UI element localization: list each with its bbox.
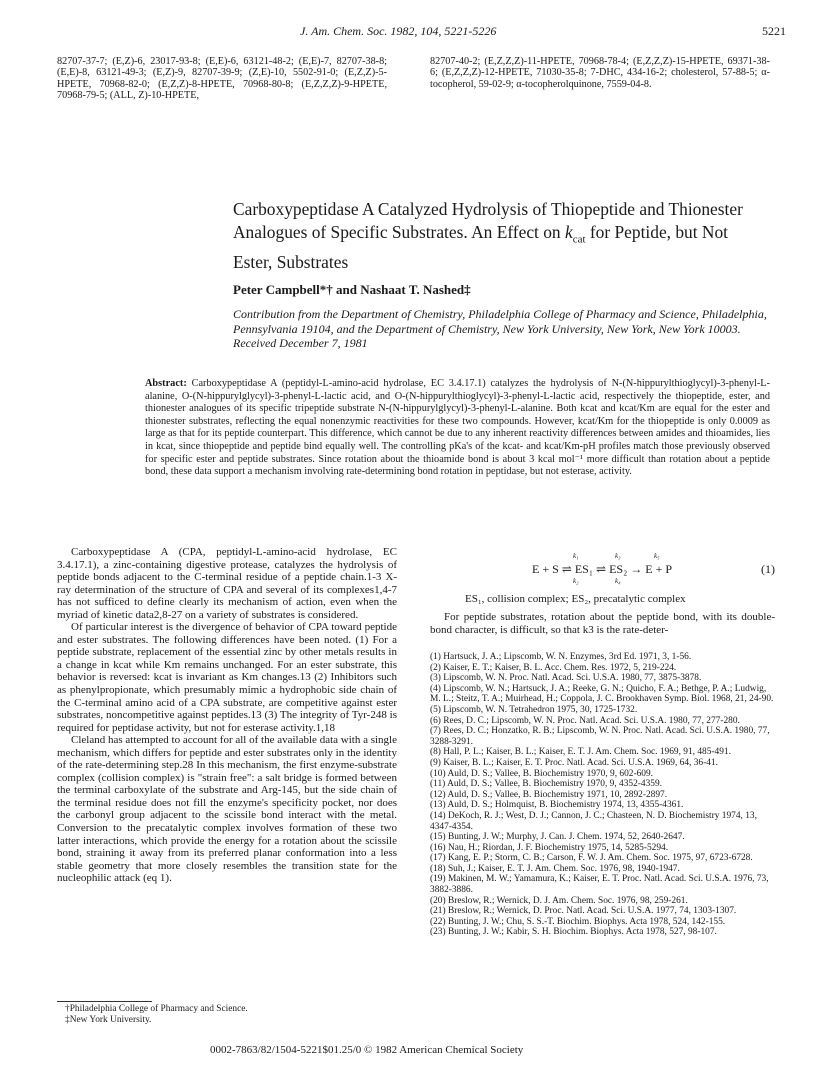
footnote-item: †Philadelphia College of Pharmacy and Science.: [65, 1004, 248, 1014]
page-footer: 0002-7863/82/1504-5221$01.25/0 © 1982 American Chemical Society: [210, 1044, 524, 1056]
footnotes: [65, 1004, 248, 1025]
page-number: 5221: [762, 24, 786, 38]
title-kcat-subscript: cat: [572, 233, 586, 246]
reference-list: [430, 652, 775, 938]
running-head: J. Am. Chem. Soc. 1982, 104, 5221-5226: [300, 24, 497, 38]
rate-constant-k5: k₅: [654, 552, 660, 560]
reference-item: (14) DeKoch, R. J.; West, D. J.; Cannon, J. C.; Chasteen, N. D. Biochemistry 1974, 13, 4347-4354.: [430, 810, 757, 832]
reference-item: (23) Bunting, J. W.; Kabir, S. H. Biochim. Biophys. Acta 1978, 527, 98-107.: [430, 927, 717, 938]
reference-item: (16) Nau, H.; Riordan, J. F. Biochemistry 1975, 14, 5285-5294.: [430, 842, 669, 853]
reference-item: (9) Kaiser, B. L.; Kaiser, E. T. Proc. Natl. Acad. Sci. U.S.A. 1969, 64, 36-41.: [430, 757, 718, 768]
reference-item: (19) Makinen, M. W.; Yamamura, K.; Kaiser, E. T. Proc. Natl. Acad. Sci. U.S.A. 1976, 73, 3882-3886.: [430, 874, 769, 896]
reference-item: (8) Hall, P. L.; Kaiser, B. L.; Kaiser, E. T. J. Am. Chem. Soc. 1969, 91, 485-491.: [430, 747, 731, 758]
abstract-label: Abstract:: [145, 378, 187, 389]
footnote-rule: [57, 1001, 152, 1002]
reference-item: (15) Bunting, J. W.; Murphy, J. Can. J. Chem. 1974, 52, 2640-2647.: [430, 832, 685, 843]
reference-item: (6) Rees, D. C.; Lipscomb, W. N. Proc. Natl. Acad. Sci. U.S.A. 1980, 77, 277-280.: [430, 715, 740, 726]
reference-item: (12) Auld, D. S.; Vallee, B. Biochemistry 1971, 10, 2892-2897.: [430, 789, 668, 800]
equation-expression: E + S ⇌ ES₁ ⇌ ES₂ → E + P: [532, 562, 673, 576]
rate-constant-k4: k₄: [615, 577, 621, 585]
affiliation: Contribution from the Department of Chemistry, Philadelphia College of Pharmacy and Science, Philadelphia, Pennsylvania 19104, and the Department of Chemistry, New York University, New York, New York 10003. Received December 7, 1981: [233, 307, 767, 351]
reference-item: (5) Lipscomb, W. N. Tetrahedron 1975, 30, 1725-1732.: [430, 704, 638, 715]
body-paragraph: Cleland has attempted to account for all of the available data with a single mechanism, which differs for peptide and ester substrates only in the identity of the rate-determining step.28 In this mechanism, the first enzyme-substrate complex (collision complex) is "strain free": a salt bridge is formed between the terminal carboxylate of the substrate and Arg-145, but the side chain of the terminal residue does not fill the enzyme's specificity pocket, nor does the carbonyl group adjacent to the scissile bond interact with the metal. Conversion to the precatalytic complex involves formation of these two latter interactions, which provide the energy for a rotation about the scissile bond, straining it away from its preferred planar conformation into a less stable geometry that more closely resembles the transition state for the nucleophilic attack (eq 1).: [57, 734, 397, 885]
article-title: [233, 198, 753, 274]
reference-item: (1) Hartsuck, J. A.; Lipscomb, W. N. Enzymes, 3rd Ed. 1971, 3, 1-56.: [430, 652, 692, 662]
reference-item: (7) Rees, D. C.; Honzatko, R. B.; Lipscomb, W. N. Proc. Natl. Acad. Sci. U.S.A. 1980, 77, 3288-3291.: [430, 726, 770, 747]
registry-numbers-left: 82707-37-7; (E,Z)-6, 23017-93-8; (E,E)-6, 63121-48-2; (E,E)-7, 82707-38-8; (E,E)-8, 63121-49-3; (E,Z)-9, 82707-39-9; (Z,E)-10, 5502-91-0; (E,Z,Z)-5-HPETE, 70968-82-0; (E,Z,Z)-8-HPETE, 70968-80-8; (E,Z,Z,Z)-9-HPETE, 70968-79-5; (ALL, Z)-10-HPETE,: [57, 56, 387, 102]
reference-item: (17) Kang, E. P.; Storm, C. B.; Carson, F. W. J. Am. Chem. Soc. 1975, 97, 6723-6728.: [430, 853, 753, 864]
rate-constant-k2: k₂: [573, 577, 579, 585]
reference-item: (21) Breslow, R.; Wernick, D. Proc. Natl. Acad. Sci. U.S.A. 1977, 74, 1303-1307.: [430, 906, 737, 917]
body-paragraph: Of particular interest is the divergence of behavior of CPA toward peptide and ester substrates. The following differences have been noted. (1) For a peptide substrate, replacement of the essential zinc by other metals results in a change in kcat while Km remains unchanged. For an ester substrate, this behavior is reversed: kcat is invariant as Km changes.13 (2) Inhibitors such as phenylpropionate, which presumably mimic a hydrophobic side chain of the C-terminal amino acid of a CPA substrate, are competitive against ester substrates, noncompetitive against peptides.13 (3) The integrity of Tyr-248 is required for peptidase activity, but not for esterase activity.1,18: [57, 621, 397, 734]
title-kcat-symbol: k: [564, 222, 573, 242]
reference-item: (20) Breslow, R.; Wernick, D. J. Am. Chem. Soc. 1976, 98, 259-261.: [430, 895, 688, 906]
footnote-item: ‡New York University.: [65, 1014, 152, 1025]
title-text-1: Carboxypeptidase A Catalyzed Hydrolysis of Thiopeptide and Thionester Analogues of Specific Substrates. An Effect on: [233, 199, 743, 242]
body-paragraph: Carboxypeptidase A (CPA, peptidyl-L-amino-acid hydrolase, EC 3.4.17.1), a zinc-containing digestive protease, catalyzes the hydrolysis of peptide bonds adjacent to the C-terminal residue of a peptide chain.1-3 X-ray determination of the structure of CPA and several of its complexes1,4-7 has not sufficed to define clearly its mechanism of action, even when the myriad of kinetic data2,8-27 on a variety of substrates is considered.: [57, 546, 397, 621]
abstract: [145, 378, 770, 479]
title-text-2: for Peptide, but Not Ester, Substrates: [233, 222, 729, 273]
rate-constant-k3: k₃: [615, 552, 621, 560]
rate-constant-k1: k₁: [573, 552, 579, 560]
abstract-text: Carboxypeptidase A (peptidyl-L-amino-acid hydrolase, EC 3.4.17.1) catalyzes the hydrolysis of N-(N-hippurylthioglycyl)-3-phenyl-L-alanine, O-(N-hippurylglycyl)-3-phenyl-L-lactic acid, and O-(N-hippurylthioglycyl)-3-phenyl-L-lactic acid, respectively the thiopeptide, ester, and thionester analogues of its specific tripeptide substrate N-(N-hippurylglycyl)-3-phenyl-L-alanine. Both kcat and kcat/Km are equal for the ester and thionester substrates, reflecting the equal nonenzymic reactivities for these two compounds. However, kcat/Km for the thiopeptide is only 0.0009 as large as that for its peptide counterpart. This difference, which cannot be due to any inherent reactivity differences between amides and thioamides, lies in kcat, since thiopeptide and peptide bind equally well. The controlling pKa's of the kcat- and kcat/Km-pH profiles match those previously observed for specific ester and peptide substrates. Since rotation about the thioamide bond is about 3 kcal mol⁻¹ more difficult than rotation about a peptide bond, these data support a mechanism involving rate-determining bond rotation in peptidase, but not esterase, activity.: [145, 378, 770, 478]
authors: Peter Campbell*† and Nashaat T. Nashed‡: [233, 282, 471, 297]
reference-item: (11) Auld, D. S.; Vallee, B. Biochemistry 1970, 9, 4352-4359.: [430, 779, 663, 790]
reference-item: (4) Lipscomb, W. N.; Hartsuck, J. A.; Reeke, G. N.; Quicho, F. A.; Bethge, P. A.; Ludwig, M. L.; Steitz, T. A.; Muirhead, H.; Coppola, J. C. Brookhaven Symp. Biol. 1968, 21, 24-90.: [430, 683, 774, 705]
reference-item: (18) Suh, J.; Kaiser, E. T. J. Am. Chem. Soc. 1976, 98, 1940-1947.: [430, 863, 680, 874]
reference-item: (10) Auld, D. S.; Vallee, B. Biochemistry 1970, 9, 602-609.: [430, 768, 653, 779]
equation-definition: ES₁, collision complex; ES₂, precatalytic complex: [465, 593, 686, 605]
registry-numbers-right: 82707-40-2; (E,Z,Z,Z)-11-HPETE, 70968-78-4; (E,Z,Z,Z)-15-HPETE, 69371-38-6; (E,Z,Z,Z)-12-HPETE, 71030-35-8; 7-DHC, 434-16-2; cholesterol, 57-88-5; α-tocopherol, 59-02-9; α-tocopherolquinone, 7559-04-8.: [430, 56, 770, 90]
reference-item: (22) Bunting, J. W.; Chu, S. S.-T. Biochim. Biophys. Acta 1978, 524, 142-155.: [430, 916, 726, 927]
reference-item: (13) Auld, D. S.; Holmquist, B. Biochemistry 1974, 13, 4355-4361.: [430, 800, 684, 811]
body-left-column: [57, 546, 397, 885]
body-right-column: For peptide substrates, rotation about the peptide bond, with its double-bond character, is difficult, so that k3 is the rate-deter-: [430, 611, 775, 636]
equation-1: [430, 550, 775, 586]
reference-item: (2) Kaiser, E. T.; Kaiser, B. L. Acc. Chem. Res. 1972, 5, 219-224.: [430, 662, 677, 673]
reference-item: (3) Lipscomb, W. N. Proc. Natl. Acad. Sci. U.S.A. 1980, 77, 3875-3878.: [430, 673, 702, 684]
equation-number: (1): [761, 562, 775, 576]
